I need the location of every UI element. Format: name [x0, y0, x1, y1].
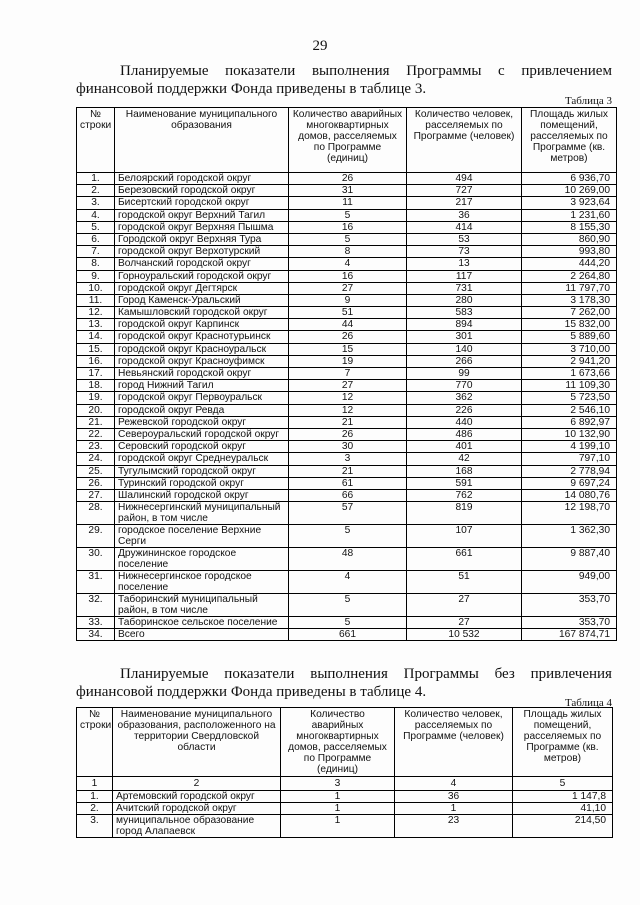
table-row: [77, 368, 617, 380]
row-number-cell: 2.: [77, 803, 113, 815]
houses-count-cell: 5: [289, 233, 407, 245]
houses-count-cell: 12: [289, 404, 407, 416]
municipality-cell: Невьянский городской округ: [115, 368, 289, 380]
people-count-cell: 494: [407, 173, 522, 185]
area-cell: 214,50: [513, 815, 613, 838]
houses-count-cell: 3: [289, 453, 407, 465]
column-number: 4: [395, 777, 513, 791]
houses-count-cell: 11: [289, 197, 407, 209]
area-cell: 860,90: [522, 233, 617, 245]
table-row: [77, 233, 617, 245]
municipality-cell: Бисертский городской округ: [115, 197, 289, 209]
people-count-cell: 762: [407, 489, 522, 501]
column-header: Площадь жилых помещений, расселяемых по Программе (кв. метров): [513, 708, 613, 777]
municipality-cell: городской округ Карпинск: [115, 319, 289, 331]
column-header: Наименование муниципального образования, расположенного на территории Свердловской области: [113, 708, 281, 777]
municipality-cell: Североуральский городской округ: [115, 428, 289, 440]
municipality-cell: городской округ Верхняя Пышма: [115, 221, 289, 233]
row-number-cell: 12.: [77, 307, 115, 319]
area-cell: 1 673,66: [522, 368, 617, 380]
row-number-cell: 26.: [77, 477, 115, 489]
area-cell: 2 264,80: [522, 270, 617, 282]
houses-count-cell: 661: [289, 629, 407, 641]
houses-count-cell: 19: [289, 355, 407, 367]
row-number-cell: 1.: [77, 791, 113, 803]
houses-count-cell: 61: [289, 477, 407, 489]
houses-count-cell: 26: [289, 173, 407, 185]
area-cell: 11 109,30: [522, 380, 617, 392]
row-number-cell: 16.: [77, 355, 115, 367]
municipality-cell: Тугулымский городской округ: [115, 465, 289, 477]
houses-count-cell: 7: [289, 368, 407, 380]
people-count-cell: 226: [407, 404, 522, 416]
column-header: № строки: [77, 108, 115, 173]
table-row: [77, 416, 617, 428]
row-number-cell: 23.: [77, 441, 115, 453]
row-number-cell: 6.: [77, 233, 115, 245]
municipality-cell: Горноуральский городской округ: [115, 270, 289, 282]
municipality-cell: Нижнесергинское городское поселение: [115, 571, 289, 594]
row-number-cell: 28.: [77, 502, 115, 525]
area-cell: 1 362,30: [522, 525, 617, 548]
row-number-cell: 7.: [77, 246, 115, 258]
page-number: 29: [312, 38, 328, 54]
row-number-cell: 18.: [77, 380, 115, 392]
row-number-cell: 30.: [77, 548, 115, 571]
area-cell: 2 546,10: [522, 404, 617, 416]
table-row: [77, 428, 617, 440]
municipality-cell: Таборинское сельское поселение: [115, 617, 289, 629]
area-cell: 4 199,10: [522, 441, 617, 453]
row-number-cell: 14.: [77, 331, 115, 343]
row-number-cell: 32.: [77, 594, 115, 617]
area-cell: 167 874,71: [522, 629, 617, 641]
houses-count-cell: 21: [289, 416, 407, 428]
houses-count-cell: 30: [289, 441, 407, 453]
row-number-cell: 3.: [77, 197, 115, 209]
word: с: [498, 63, 505, 79]
houses-count-cell: 1: [281, 815, 395, 838]
municipality-cell: городской округ Среднеуральск: [115, 453, 289, 465]
municipality-cell: городской округ Верхний Тагил: [115, 209, 289, 221]
table3-body: [77, 173, 617, 641]
municipality-cell: городской округ Дегтярск: [115, 282, 289, 294]
table-row: [77, 477, 617, 489]
municipality-cell: городской округ Верхотурский: [115, 246, 289, 258]
houses-count-cell: 21: [289, 465, 407, 477]
table4-caption: Таблица 4: [564, 697, 612, 709]
houses-count-cell: 27: [289, 282, 407, 294]
row-number-cell: 29.: [77, 525, 115, 548]
people-count-cell: 36: [407, 209, 522, 221]
area-cell: 6 936,70: [522, 173, 617, 185]
houses-count-cell: 57: [289, 502, 407, 525]
houses-count-cell: 26: [289, 428, 407, 440]
table3: [76, 107, 617, 641]
people-count-cell: 36: [395, 791, 513, 803]
houses-count-cell: 4: [289, 571, 407, 594]
municipality-cell: городской округ Красноуральск: [115, 343, 289, 355]
table-row: [77, 803, 613, 815]
municipality-cell: городское поселение Верхние Серги: [115, 525, 289, 548]
people-count-cell: 140: [407, 343, 522, 355]
paragraph-table3-intro: [76, 62, 612, 98]
table4-numbering-row: [77, 777, 613, 791]
area-cell: 11 797,70: [522, 282, 617, 294]
people-count-cell: 217: [407, 197, 522, 209]
municipality-cell: Нижнесергинский муниципальный район, в том числе: [115, 502, 289, 525]
people-count-cell: 770: [407, 380, 522, 392]
area-cell: 6 892,97: [522, 416, 617, 428]
municipality-cell: город Нижний Тагил: [115, 380, 289, 392]
table3-header-row: [77, 108, 617, 173]
municipality-cell: городской округ Красноуфимск: [115, 355, 289, 367]
people-count-cell: 591: [407, 477, 522, 489]
table-row: [77, 815, 613, 838]
table-row: [77, 258, 617, 270]
houses-count-cell: 9: [289, 294, 407, 306]
people-count-cell: 414: [407, 221, 522, 233]
area-cell: 10 269,00: [522, 185, 617, 197]
municipality-cell: Березовский городской округ: [115, 185, 289, 197]
area-cell: 8 155,30: [522, 221, 617, 233]
column-header: Площадь жилых помещений, расселяемых по Программе (кв. метров): [522, 108, 617, 173]
municipality-cell: Всего: [115, 629, 289, 641]
houses-count-cell: 27: [289, 380, 407, 392]
municipality-cell: Ачитский городской округ: [113, 803, 281, 815]
row-number-cell: 2.: [77, 185, 115, 197]
table-row: [77, 282, 617, 294]
table-row: [77, 307, 617, 319]
municipality-cell: Дружининское городское поселение: [115, 548, 289, 571]
houses-count-cell: 1: [281, 803, 395, 815]
word: привлечением: [521, 63, 612, 79]
area-cell: 949,00: [522, 571, 617, 594]
table-row: [77, 209, 617, 221]
people-count-cell: 401: [407, 441, 522, 453]
people-count-cell: 13: [407, 258, 522, 270]
houses-count-cell: 16: [289, 221, 407, 233]
houses-count-cell: 51: [289, 307, 407, 319]
area-cell: 2 941,20: [522, 355, 617, 367]
people-count-cell: 27: [407, 617, 522, 629]
row-number-cell: 27.: [77, 489, 115, 501]
word: выполнения: [310, 666, 388, 682]
area-cell: 5 889,60: [522, 331, 617, 343]
row-number-cell: 21.: [77, 416, 115, 428]
table-row: [77, 355, 617, 367]
houses-count-cell: 66: [289, 489, 407, 501]
row-number-cell: 25.: [77, 465, 115, 477]
houses-count-cell: 16: [289, 270, 407, 282]
municipality-cell: Город Каменск-Уральский: [115, 294, 289, 306]
row-number-cell: 11.: [77, 294, 115, 306]
row-number-cell: 9.: [77, 270, 115, 282]
area-cell: 444,20: [522, 258, 617, 270]
people-count-cell: 894: [407, 319, 522, 331]
people-count-cell: 440: [407, 416, 522, 428]
table-row: [77, 185, 617, 197]
row-number-cell: 34.: [77, 629, 115, 641]
table-row: [77, 392, 617, 404]
row-number-cell: 19.: [77, 392, 115, 404]
houses-count-cell: 1: [281, 791, 395, 803]
table-row: [77, 791, 613, 803]
word: Программы: [403, 666, 479, 682]
row-number-cell: 13.: [77, 319, 115, 331]
people-count-cell: 51: [407, 571, 522, 594]
municipality-cell: Камышловский городской округ: [115, 307, 289, 319]
column-header: Количество человек, расселяемых по Программе (человек): [395, 708, 513, 777]
people-count-cell: 486: [407, 428, 522, 440]
municipality-cell: Туринский городской округ: [115, 477, 289, 489]
table-row: [77, 343, 617, 355]
houses-count-cell: 5: [289, 525, 407, 548]
people-count-cell: 661: [407, 548, 522, 571]
houses-count-cell: 5: [289, 209, 407, 221]
area-cell: 353,70: [522, 617, 617, 629]
row-number-cell: 20.: [77, 404, 115, 416]
houses-count-cell: 5: [289, 617, 407, 629]
municipality-cell: городской округ Краснотурьинск: [115, 331, 289, 343]
houses-count-cell: 44: [289, 319, 407, 331]
area-cell: 993,80: [522, 246, 617, 258]
area-cell: 10 132,90: [522, 428, 617, 440]
word: показатели: [225, 63, 296, 79]
area-cell: 1 231,60: [522, 209, 617, 221]
houses-count-cell: 4: [289, 258, 407, 270]
row-number-cell: 17.: [77, 368, 115, 380]
paragraph-line: финансовой поддержки Фонда приведены в таблице 4.: [76, 684, 427, 700]
table-row: [77, 197, 617, 209]
people-count-cell: 27: [407, 594, 522, 617]
table-row: [77, 571, 617, 594]
municipality-cell: городской округ Ревда: [115, 404, 289, 416]
people-count-cell: 280: [407, 294, 522, 306]
houses-count-cell: 8: [289, 246, 407, 258]
row-number-cell: 1.: [77, 173, 115, 185]
table-row: [77, 221, 617, 233]
column-number: 2: [113, 777, 281, 791]
table-row: [77, 441, 617, 453]
area-cell: 5 723,50: [522, 392, 617, 404]
word: без: [494, 666, 515, 682]
word: Планируемые: [120, 63, 209, 79]
word: Программы: [406, 63, 482, 79]
row-number-cell: 31.: [77, 571, 115, 594]
table-row: [77, 629, 617, 641]
municipality-cell: Серовский городской округ: [115, 441, 289, 453]
word: показатели: [224, 666, 295, 682]
table-row: [77, 453, 617, 465]
area-cell: 9 887,40: [522, 548, 617, 571]
row-number-cell: 3.: [77, 815, 113, 838]
table-row: [77, 331, 617, 343]
people-count-cell: 731: [407, 282, 522, 294]
paragraph-line: [120, 62, 612, 80]
area-cell: 15 832,00: [522, 319, 617, 331]
row-number-cell: 33.: [77, 617, 115, 629]
table-row: [77, 489, 617, 501]
houses-count-cell: 12: [289, 392, 407, 404]
area-cell: 353,70: [522, 594, 617, 617]
houses-count-cell: 31: [289, 185, 407, 197]
houses-count-cell: 48: [289, 548, 407, 571]
area-cell: 14 080,76: [522, 489, 617, 501]
people-count-cell: 99: [407, 368, 522, 380]
table-row: [77, 404, 617, 416]
row-number-cell: 22.: [77, 428, 115, 440]
table-row: [77, 380, 617, 392]
municipality-cell: муниципальное образование город Алапаевск: [113, 815, 281, 838]
row-number-cell: 8.: [77, 258, 115, 270]
area-cell: 2 778,94: [522, 465, 617, 477]
area-cell: 9 697,24: [522, 477, 617, 489]
column-number: 5: [513, 777, 613, 791]
column-header: Количество человек, расселяемых по Программе (человек): [407, 108, 522, 173]
column-header: № строки: [77, 708, 113, 777]
table-row: [77, 502, 617, 525]
table-row: [77, 294, 617, 306]
people-count-cell: 266: [407, 355, 522, 367]
people-count-cell: 819: [407, 502, 522, 525]
column-header: Количество аварийных многоквартирных домов, расселяемых по Программе (единиц): [281, 708, 395, 777]
area-cell: 3 923,64: [522, 197, 617, 209]
column-header: Наименование муниципального образования: [115, 108, 289, 173]
paragraph-line: финансовой поддержки Фонда приведены в таблице 3.: [76, 81, 427, 97]
table-row: [77, 173, 617, 185]
municipality-cell: Белоярский городской округ: [115, 173, 289, 185]
area-cell: 41,10: [513, 803, 613, 815]
table-row: [77, 617, 617, 629]
word: Планируемые: [120, 666, 209, 682]
column-number: 1: [77, 777, 113, 791]
area-cell: 1 147,8: [513, 791, 613, 803]
people-count-cell: 73: [407, 246, 522, 258]
people-count-cell: 362: [407, 392, 522, 404]
paragraph-table4-intro: [76, 665, 612, 701]
people-count-cell: 727: [407, 185, 522, 197]
people-count-cell: 1: [395, 803, 513, 815]
word: выполнения: [311, 63, 390, 79]
table4: [76, 707, 613, 838]
table-row: [77, 465, 617, 477]
people-count-cell: 42: [407, 453, 522, 465]
table-row: [77, 548, 617, 571]
people-count-cell: 23: [395, 815, 513, 838]
houses-count-cell: 26: [289, 331, 407, 343]
column-number: 3: [281, 777, 395, 791]
houses-count-cell: 5: [289, 594, 407, 617]
people-count-cell: 168: [407, 465, 522, 477]
people-count-cell: 10 532: [407, 629, 522, 641]
municipality-cell: городской округ Первоуральск: [115, 392, 289, 404]
table-row: [77, 594, 617, 617]
municipality-cell: Шалинский городской округ: [115, 489, 289, 501]
row-number-cell: 15.: [77, 343, 115, 355]
people-count-cell: 117: [407, 270, 522, 282]
municipality-cell: Режевской городской округ: [115, 416, 289, 428]
row-number-cell: 10.: [77, 282, 115, 294]
people-count-cell: 583: [407, 307, 522, 319]
row-number-cell: 24.: [77, 453, 115, 465]
row-number-cell: 5.: [77, 221, 115, 233]
people-count-cell: 107: [407, 525, 522, 548]
table4-header-row: [77, 708, 613, 777]
municipality-cell: Артемовский городской округ: [113, 791, 281, 803]
area-cell: 12 198,70: [522, 502, 617, 525]
paragraph-line: [120, 665, 612, 683]
municipality-cell: Городской округ Верхняя Тура: [115, 233, 289, 245]
area-cell: 3 178,30: [522, 294, 617, 306]
table-row: [77, 246, 617, 258]
table-row: [77, 319, 617, 331]
table4-body: [77, 791, 613, 838]
people-count-cell: 301: [407, 331, 522, 343]
area-cell: 3 710,00: [522, 343, 617, 355]
table-row: [77, 525, 617, 548]
table-row: [77, 270, 617, 282]
column-header: Количество аварийных многоквартирных домов, расселяемых по Программе (единиц): [289, 108, 407, 173]
people-count-cell: 53: [407, 233, 522, 245]
area-cell: 7 262,00: [522, 307, 617, 319]
area-cell: 797,10: [522, 453, 617, 465]
municipality-cell: Волчанский городской округ: [115, 258, 289, 270]
houses-count-cell: 15: [289, 343, 407, 355]
table3-caption: Таблица 3: [564, 95, 612, 107]
municipality-cell: Таборинский муниципальный район, в том числе: [115, 594, 289, 617]
word: привлечения: [530, 666, 612, 682]
row-number-cell: 4.: [77, 209, 115, 221]
